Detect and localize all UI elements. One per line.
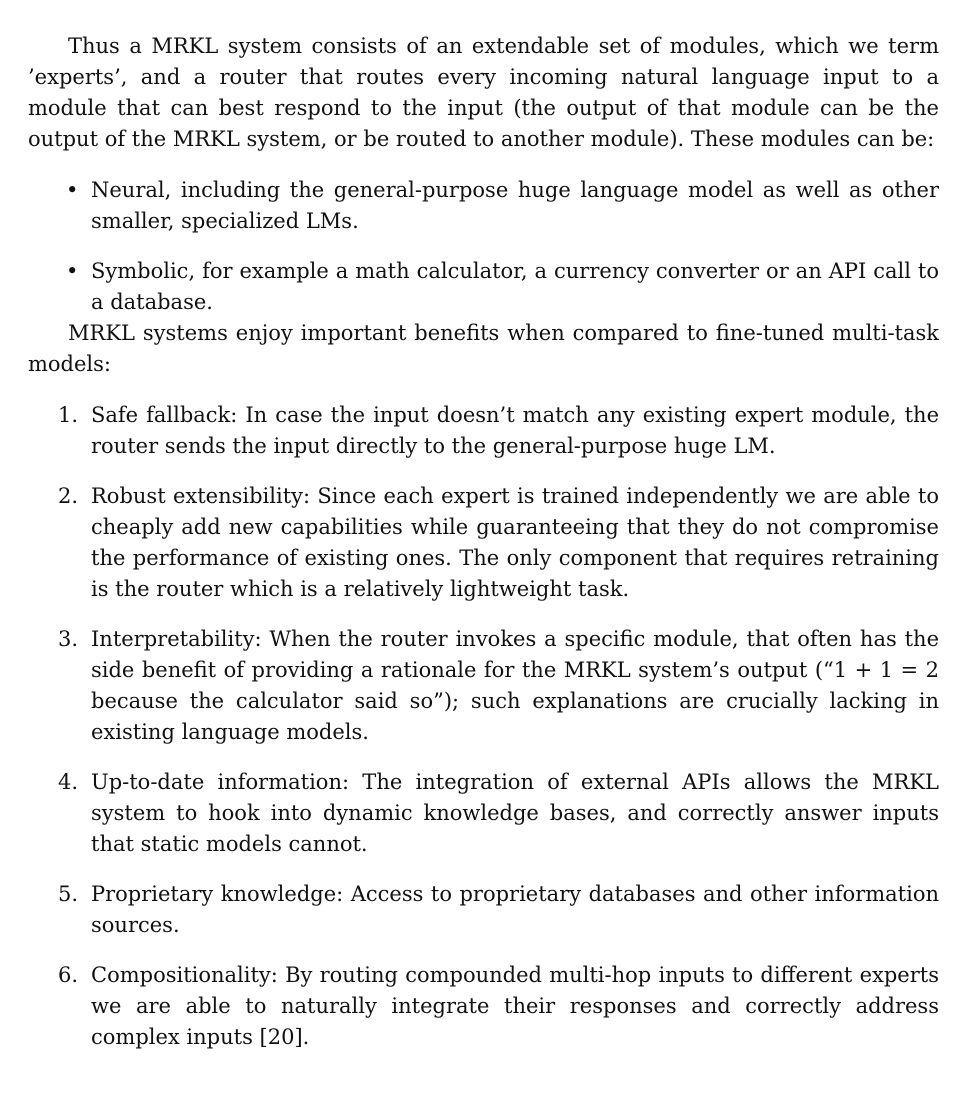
module-types-list — [28, 175, 939, 318]
list-item-text: Neural, including the general-purpose huge language model as well as other smaller, specialized LMs. — [91, 178, 939, 233]
list-item — [28, 767, 939, 860]
item-number: 2. — [58, 484, 79, 508]
list-item — [28, 879, 939, 941]
list-item — [28, 481, 939, 605]
item-number: 1. — [58, 403, 79, 427]
list-item — [28, 175, 939, 237]
intro-paragraph: Thus a MRKL system consists of an extendable set of modules, which we term ’experts’, and a router that routes every incoming natural language input to a module that can best respond to the input (the output of that module can be the output of the MRKL system, or be routed to another module). These modules can be: — [28, 34, 939, 151]
benefits-intro: MRKL systems enjoy important benefits when compared to fine-tuned multi-task models: — [28, 321, 939, 376]
benefits-list — [28, 400, 939, 1053]
list-item — [28, 624, 939, 748]
list-item — [28, 400, 939, 462]
list-item-text: Up-to-date information: The integration of external APIs allows the MRKL system to hook into dynamic knowledge bases, and correctly answer inputs that static models cannot. — [91, 770, 939, 856]
item-number: 4. — [58, 770, 79, 794]
bullet-icon: • — [66, 178, 79, 202]
list-item-text: Compositionality: By routing compounded multi-hop inputs to different experts we are able to naturally integrate their responses and correctly address complex inputs [20]. — [91, 963, 939, 1049]
bullet-icon: • — [66, 259, 79, 283]
list-item — [28, 960, 939, 1053]
item-number: 6. — [58, 963, 79, 987]
list-item-text: Safe fallback: In case the input doesn’t match any existing expert module, the router sends the input directly to the general-purpose huge LM. — [91, 403, 939, 458]
list-item-text: Robust extensibility: Since each expert is trained independently we are able to cheaply add new capabilities while guaranteeing that they do not compromise the performance of existing ones. The only component that requires retraining is the router which is a relatively lightweight task. — [91, 484, 939, 601]
list-item-text: Symbolic, for example a math calculator, a currency converter or an API call to a database. — [91, 259, 939, 314]
list-item-text: Interpretability: When the router invokes a specific module, that often has the side benefit of providing a rationale for the MRKL system’s output (“1 + 1 = 2 because the calculator said so”); such explanations are crucially lacking in existing language models. — [91, 627, 939, 744]
item-number: 5. — [58, 882, 79, 906]
list-item — [28, 256, 939, 318]
list-item-text: Proprietary knowledge: Access to proprietary databases and other information sources. — [91, 882, 939, 937]
document-page — [28, 31, 939, 1053]
item-number: 3. — [58, 627, 79, 651]
